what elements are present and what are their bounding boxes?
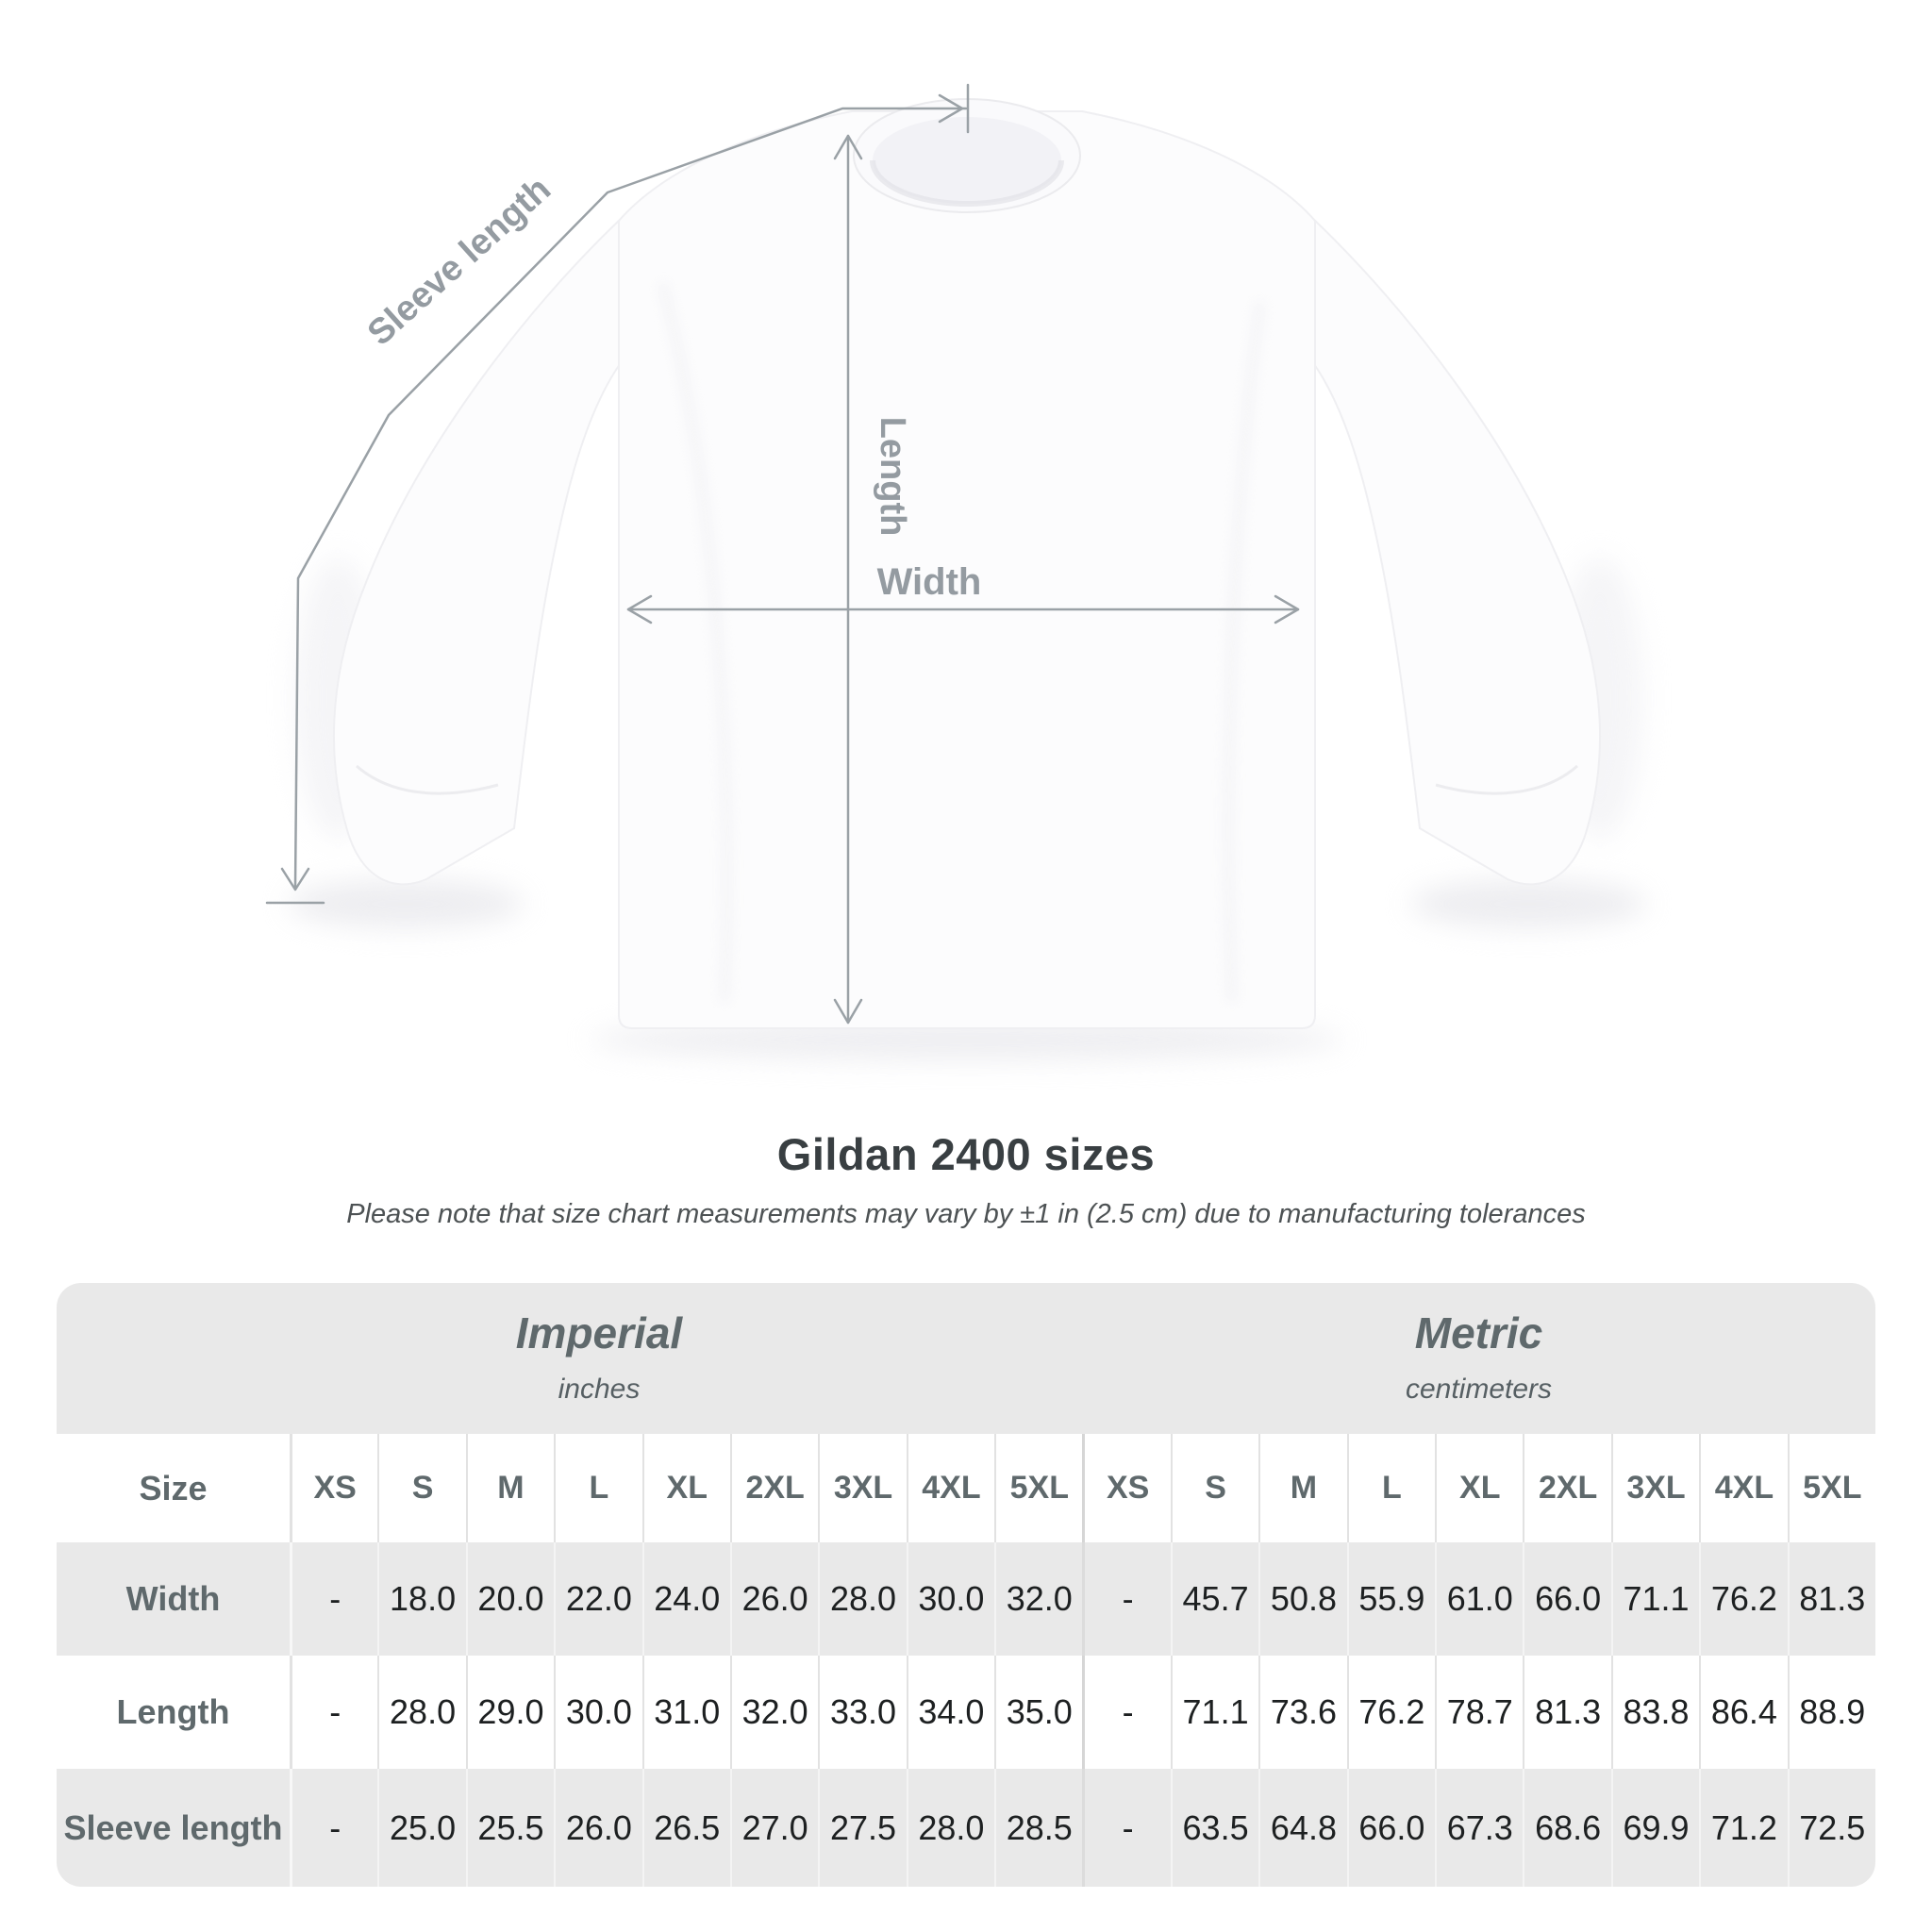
page-title: Gildan 2400 sizes bbox=[776, 1129, 1156, 1179]
col-header-metric-xl: XL bbox=[1435, 1434, 1523, 1542]
value-cell: 28.0 bbox=[907, 1769, 994, 1887]
sleeve-length-label: Sleeve length bbox=[359, 169, 559, 354]
col-header-metric-5xl: 5XL bbox=[1788, 1434, 1875, 1542]
value-cell: 24.0 bbox=[642, 1542, 730, 1656]
value-cell: 31.0 bbox=[642, 1656, 730, 1769]
value-cell: - bbox=[1082, 1542, 1170, 1656]
value-cell: 72.5 bbox=[1788, 1769, 1875, 1887]
metric-label: Metric bbox=[1414, 1308, 1543, 1357]
value-cell: 76.2 bbox=[1699, 1542, 1787, 1656]
size-corner-label: Size bbox=[57, 1434, 290, 1542]
size-table bbox=[57, 1283, 1875, 1887]
value-cell: 67.3 bbox=[1435, 1769, 1523, 1887]
value-cell: 66.0 bbox=[1347, 1769, 1435, 1887]
value-cell: 32.0 bbox=[994, 1542, 1082, 1656]
width-label: Width bbox=[876, 561, 982, 603]
value-cell: 26.0 bbox=[554, 1769, 641, 1887]
col-header-metric-s: S bbox=[1171, 1434, 1258, 1542]
col-header-imperial-m: M bbox=[466, 1434, 554, 1542]
col-header-metric-3xl: 3XL bbox=[1611, 1434, 1699, 1542]
value-cell: - bbox=[290, 1656, 377, 1769]
col-header-metric-xs: XS bbox=[1082, 1434, 1170, 1542]
metric-unit: centimeters bbox=[1405, 1374, 1553, 1405]
value-cell: 22.0 bbox=[554, 1542, 641, 1656]
value-cell: 81.3 bbox=[1523, 1656, 1610, 1769]
value-cell: 61.0 bbox=[1435, 1542, 1523, 1656]
value-cell: - bbox=[290, 1769, 377, 1887]
value-cell: 81.3 bbox=[1788, 1542, 1875, 1656]
tolerance-note: Please note that size chart measurements may vary by ±1 in (2.5 cm) due to manufacturing tolerances bbox=[346, 1199, 1586, 1229]
row-label: Width bbox=[57, 1542, 290, 1656]
col-header-metric-4xl: 4XL bbox=[1699, 1434, 1787, 1542]
value-cell: - bbox=[1082, 1769, 1170, 1887]
imperial-label: Imperial bbox=[515, 1308, 683, 1357]
value-cell: 28.5 bbox=[994, 1769, 1082, 1887]
value-cell: 45.7 bbox=[1171, 1542, 1258, 1656]
value-cell: 27.5 bbox=[818, 1769, 906, 1887]
length-label: Length bbox=[873, 416, 912, 537]
size-table-grid bbox=[57, 1283, 1875, 1887]
value-cell: 29.0 bbox=[466, 1656, 554, 1769]
col-header-metric-2xl: 2XL bbox=[1523, 1434, 1610, 1542]
unit-group-metric bbox=[1082, 1307, 1875, 1406]
value-cell: 50.8 bbox=[1258, 1542, 1346, 1656]
value-cell: 83.8 bbox=[1611, 1656, 1699, 1769]
value-cell: 26.0 bbox=[730, 1542, 818, 1656]
value-cell: 18.0 bbox=[377, 1542, 465, 1656]
value-cell: 71.1 bbox=[1171, 1656, 1258, 1769]
value-cell: 28.0 bbox=[377, 1656, 465, 1769]
value-cell: 71.2 bbox=[1699, 1769, 1787, 1887]
value-cell: 55.9 bbox=[1347, 1542, 1435, 1656]
col-header-imperial-3xl: 3XL bbox=[818, 1434, 906, 1542]
unit-group-imperial bbox=[57, 1307, 1141, 1406]
col-header-imperial-4xl: 4XL bbox=[907, 1434, 994, 1542]
value-cell: 78.7 bbox=[1435, 1656, 1523, 1769]
value-cell: 27.0 bbox=[730, 1769, 818, 1887]
value-cell: 25.0 bbox=[377, 1769, 465, 1887]
heading-block bbox=[0, 1128, 1932, 1230]
col-header-imperial-xl: XL bbox=[642, 1434, 730, 1542]
col-header-metric-l: L bbox=[1347, 1434, 1435, 1542]
value-cell: 73.6 bbox=[1258, 1656, 1346, 1769]
col-header-imperial-xs: XS bbox=[290, 1434, 377, 1542]
value-cell: 88.9 bbox=[1788, 1656, 1875, 1769]
value-cell: 30.0 bbox=[554, 1656, 641, 1769]
row-label: Sleeve length bbox=[57, 1769, 290, 1887]
value-cell: 66.0 bbox=[1523, 1542, 1610, 1656]
unit-header-band bbox=[57, 1283, 1875, 1434]
col-header-imperial-2xl: 2XL bbox=[730, 1434, 818, 1542]
value-cell: 26.5 bbox=[642, 1769, 730, 1887]
col-header-imperial-5xl: 5XL bbox=[994, 1434, 1082, 1542]
value-cell: 68.6 bbox=[1523, 1769, 1610, 1887]
value-cell: 25.5 bbox=[466, 1769, 554, 1887]
value-cell: 71.1 bbox=[1611, 1542, 1699, 1656]
col-header-metric-m: M bbox=[1258, 1434, 1346, 1542]
value-cell: 69.9 bbox=[1611, 1769, 1699, 1887]
value-cell: 33.0 bbox=[818, 1656, 906, 1769]
value-cell: 28.0 bbox=[818, 1542, 906, 1656]
col-header-imperial-s: S bbox=[377, 1434, 465, 1542]
imperial-unit: inches bbox=[558, 1374, 641, 1405]
value-cell: 64.8 bbox=[1258, 1769, 1346, 1887]
value-cell: 34.0 bbox=[907, 1656, 994, 1769]
value-cell: 86.4 bbox=[1699, 1656, 1787, 1769]
value-cell: - bbox=[1082, 1656, 1170, 1769]
value-cell: 20.0 bbox=[466, 1542, 554, 1656]
value-cell: 76.2 bbox=[1347, 1656, 1435, 1769]
value-cell: 32.0 bbox=[730, 1656, 818, 1769]
value-cell: 35.0 bbox=[994, 1656, 1082, 1769]
col-header-imperial-l: L bbox=[554, 1434, 641, 1542]
value-cell: - bbox=[290, 1542, 377, 1656]
value-cell: 30.0 bbox=[907, 1542, 994, 1656]
row-label: Length bbox=[57, 1656, 290, 1769]
value-cell: 63.5 bbox=[1171, 1769, 1258, 1887]
